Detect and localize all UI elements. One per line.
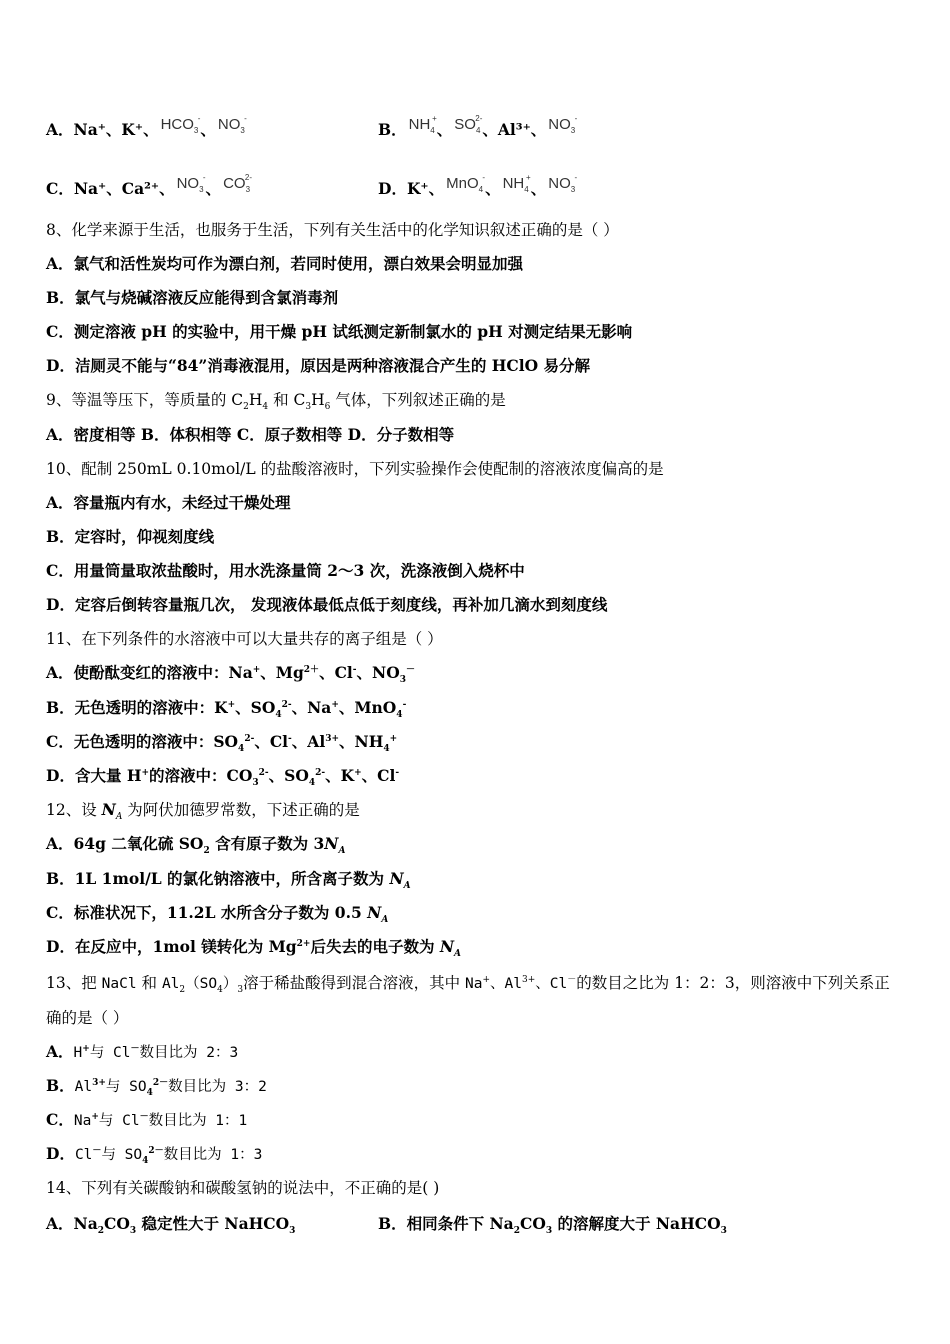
- ion-formula-image: $SO_4$ 2-: [454, 114, 483, 135]
- q13-stem-line2: 确的是（ ）: [46, 1009, 129, 1027]
- q8-option-c[interactable]: C．测定溶液 pH 的实验中，用干燥 pH 试纸测定新制氯水的 pH 对测定结果无影响: [46, 322, 633, 341]
- ion-text: 、Al³⁺、: [482, 120, 547, 139]
- q13-stem-line1: 13、把 NaCl 和 $Al_2(SO_4)_3$溶于稀盐酸得到混合溶液，其中 Na+、$Al^{3+}$、Cl－的数目之比为 1：2：3，则溶液中下列关系正: [46, 974, 890, 996]
- ion-text: K⁺、: [406, 179, 445, 198]
- ion-text: Na⁺、K⁺、: [73, 120, 159, 139]
- q7-option-c[interactable]: [46, 174, 252, 200]
- q14-option-a[interactable]: A．$Na_2CO_3$ 稳定性大于 NaHCO$_3$: [46, 1214, 296, 1237]
- q12-option-a[interactable]: A．64g 二氧化硫 $SO_2$ 含有原子数为 $3N_A$: [46, 834, 346, 857]
- q7-option-d[interactable]: [378, 174, 577, 200]
- q11-stem: 11、在下列条件的水溶液中可以大量共存的离子组是（ ）: [46, 630, 443, 648]
- ion-formula-image: $NO_3$ -: [548, 114, 578, 135]
- q13-option-a[interactable]: A．H+与 Cl－数目比为 2：3: [46, 1042, 239, 1061]
- q12-stem: 12、设 $N_A$ 为阿伏加德罗常数，下述正确的是: [46, 800, 360, 823]
- q8-stem: 8、化学来源于生活，也服务于生活，下列有关生活中的化学知识叙述正确的是（ ）: [46, 221, 619, 239]
- option-label: D．: [378, 179, 407, 198]
- q9-stem: 9、等温等压下，等质量的 $C_2H_4$ 和 $C_3H_6$ 气体，下列叙述正确的是: [46, 391, 506, 413]
- ion-formula-image: $NH_4$ +: [502, 173, 531, 194]
- ion-formula-image: $NO_3$ -: [176, 173, 206, 194]
- q14-stem: 14、下列有关碳酸钠和碳酸氢钠的说法中，不正确的是( ): [46, 1179, 440, 1197]
- ion-formula-image: $NH_4$ +: [408, 114, 437, 135]
- ion-formula-image: $CO_3$ 2-: [223, 173, 253, 194]
- q10-option-c[interactable]: C．用量筒量取浓盐酸时，用水洗涤量筒 2～3 次，洗涤液倒入烧杯中: [46, 561, 525, 580]
- option-label: A．: [46, 120, 74, 139]
- q10-option-d[interactable]: D．定容后倒转容量瓶几次， 发现液体最低点低于刻度线，再补加几滴水到刻度线: [46, 595, 608, 614]
- q7-option-a[interactable]: [46, 115, 247, 141]
- q10-option-a[interactable]: A．容量瓶内有水，未经过干燥处理: [46, 493, 291, 512]
- q11-option-d[interactable]: D．含大量 H+的溶液中：$CO_3^{2-}$、$SO_4^{2-}$、K+、Cl-: [46, 766, 400, 789]
- ion-formula-image: $NO_3$ -: [548, 173, 578, 194]
- ion-formula-image: MnO$_4$ -: [446, 173, 486, 194]
- q9-options[interactable]: A．密度相等 B．体积相等 C．原子数相等 D．分子数相等: [46, 425, 455, 444]
- q13-option-b[interactable]: B．$Al^{3+}$与 $SO_4^{2-}$数目比为 3：2: [46, 1076, 267, 1099]
- q13-option-d[interactable]: D．Cl－与 $SO_4^{2-}$数目比为 1：3: [46, 1144, 263, 1167]
- q8-option-a[interactable]: A．氯气和活性炭均可作为漂白剂，若同时使用，漂白效果会明显加强: [46, 254, 524, 273]
- separator: 、: [200, 120, 216, 139]
- q11-option-a[interactable]: A．使酚酞变红的溶液中：Na+、$Mg^{2+}$、Cl-、$NO_3^-$: [46, 663, 415, 686]
- q12-option-c[interactable]: C．标准状况下，11.2L 水所含分子数为 0.5 $N_A$: [46, 903, 389, 926]
- ion-formula-image: $HCO_3$ -: [160, 114, 201, 135]
- option-label: B．: [378, 120, 407, 139]
- q11-option-b[interactable]: B．无色透明的溶液中：K+、$SO_4^{2-}$、Na+、MnO$_4$-: [46, 698, 407, 721]
- q12-option-b[interactable]: B．1L 1mol/L 的氯化钠溶液中，所含离子数为 $N_A$: [46, 869, 411, 892]
- q8-option-d[interactable]: D．洁厕灵不能与“84”消毒液混用，原因是两种溶液混合产生的 HClO 易分解: [46, 356, 591, 375]
- q10-option-b[interactable]: B．定容时，仰视刻度线: [46, 527, 215, 546]
- q7-option-b[interactable]: [378, 115, 577, 141]
- q11-option-c[interactable]: C．无色透明的溶液中：$SO_4^{2-}$、Cl-、$Al^{3+}$、$NH_4^+$: [46, 732, 398, 755]
- q13-option-c[interactable]: C．Na+与 Cl－数目比为 1：1: [46, 1110, 248, 1129]
- ion-formula-image: $NO_3$ -: [217, 114, 247, 135]
- q8-option-b[interactable]: B．氯气与烧碱溶液反应能得到含氯消毒剂: [46, 288, 339, 307]
- q14-option-b[interactable]: B．相同条件下 $Na_2CO_3$ 的溶解度大于 NaHCO$_3$: [378, 1214, 727, 1237]
- ion-text: Na⁺、Ca²⁺、: [73, 179, 175, 198]
- separator: 、: [205, 179, 222, 198]
- separator: 、: [485, 179, 501, 198]
- q10-stem: 10、配制 250mL 0.10mol/L 的盐酸溶液时，下列实验操作会使配制的溶液浓度偏高的是: [46, 460, 664, 478]
- option-label: C．: [46, 179, 74, 198]
- separator: 、: [436, 120, 453, 139]
- q12-option-d[interactable]: D．在反应中，1mol 镁转化为 $Mg^{2+}$后失去的电子数为 $N_A$: [46, 937, 462, 960]
- separator: 、: [530, 179, 547, 198]
